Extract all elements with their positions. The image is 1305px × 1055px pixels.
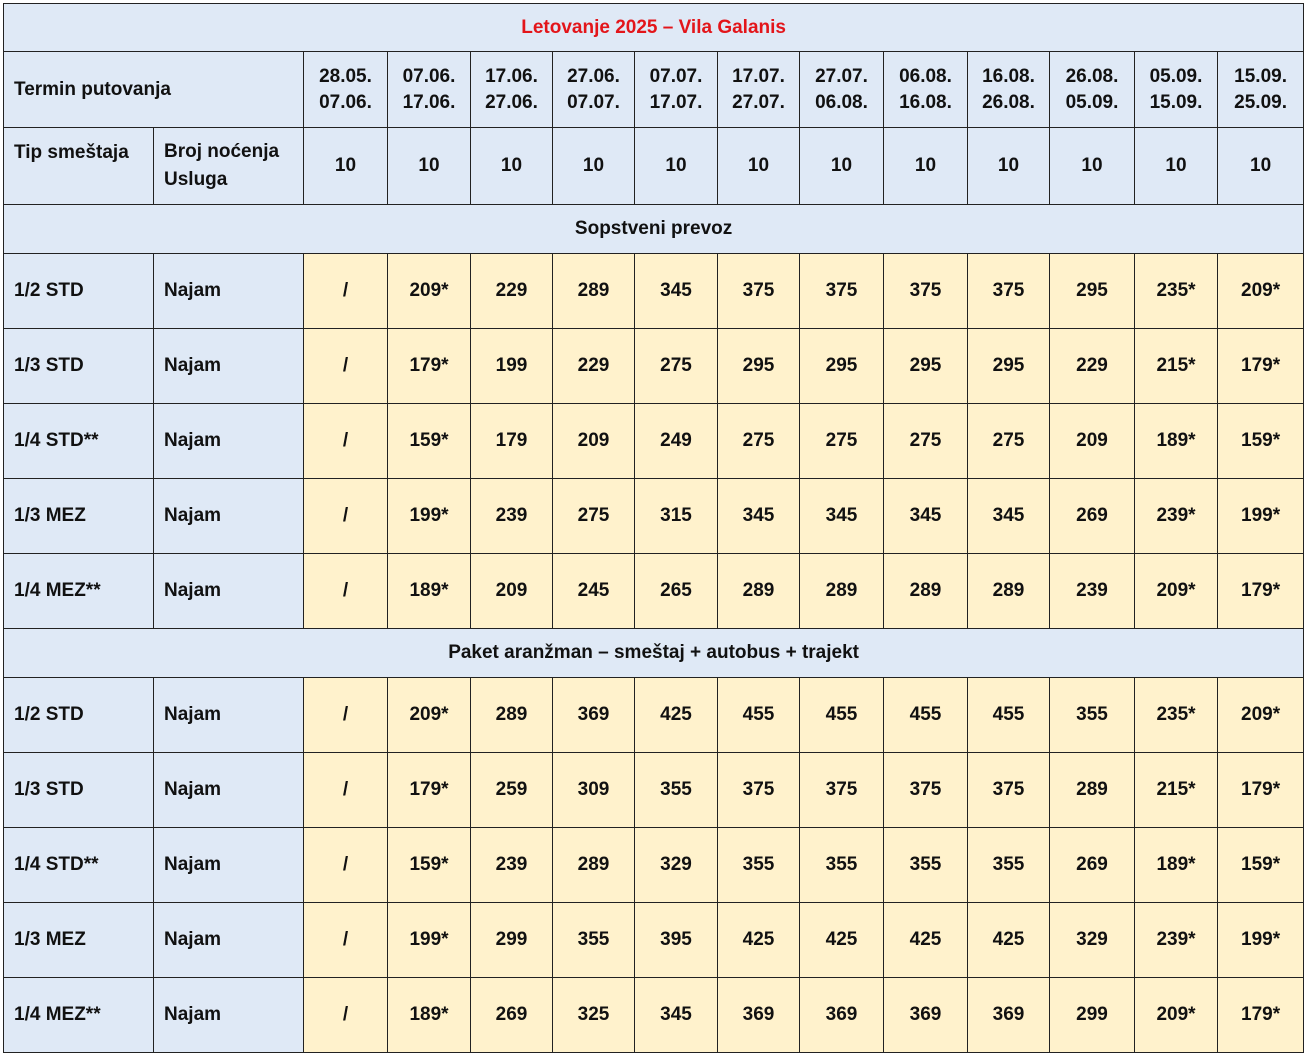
table-row <box>4 479 1304 554</box>
price-cell: 355 <box>635 753 718 828</box>
price-cell: 239 <box>471 479 553 554</box>
price-cell: 329 <box>1050 903 1135 978</box>
price-cell: 355 <box>884 828 968 903</box>
service: Najam <box>154 678 304 753</box>
section-title: Sopstveni prevoz <box>4 205 1304 254</box>
price-cell: 309 <box>553 753 635 828</box>
period-to: 16.08. <box>899 91 952 113</box>
type-label: Tip smeštaja <box>4 128 154 205</box>
nights-cell: 10 <box>471 128 553 205</box>
nights-cell: 10 <box>968 128 1050 205</box>
price-cell: 345 <box>635 978 718 1053</box>
service: Najam <box>154 828 304 903</box>
nights-cell: 10 <box>1050 128 1135 205</box>
price-cell: 345 <box>884 479 968 554</box>
room-type: 1/3 STD <box>4 753 154 828</box>
period-to: 06.08. <box>815 91 868 113</box>
price-cell: 209* <box>1135 978 1218 1053</box>
period-from: 27.06. <box>567 65 620 87</box>
nights-cell: 10 <box>800 128 884 205</box>
price-cell: 425 <box>884 903 968 978</box>
price-cell: / <box>304 329 388 404</box>
price-cell: 369 <box>800 978 884 1053</box>
price-cell: 395 <box>635 903 718 978</box>
room-type: 1/3 MEZ <box>4 903 154 978</box>
period-from: 26.08. <box>1065 65 1119 87</box>
price-cell: 299 <box>471 903 553 978</box>
price-cell: 289 <box>884 554 968 629</box>
section-row <box>4 629 1304 678</box>
table-row <box>4 329 1304 404</box>
price-cell: / <box>304 479 388 554</box>
table-row <box>4 404 1304 479</box>
price-cell: 159* <box>388 404 471 479</box>
price-cell: 425 <box>635 678 718 753</box>
term-label: Termin putovanja <box>4 52 304 128</box>
period-from: 07.07. <box>649 65 703 87</box>
period-from: 28.05. <box>319 65 372 87</box>
price-cell: 289 <box>800 554 884 629</box>
period-to: 26.08. <box>982 91 1035 113</box>
service: Najam <box>154 254 304 329</box>
price-cell: / <box>304 753 388 828</box>
price-cell: 355 <box>1050 678 1135 753</box>
price-cell: 275 <box>553 479 635 554</box>
price-cell: 259 <box>471 753 553 828</box>
price-cell: 299 <box>1050 978 1135 1053</box>
price-cell: 289 <box>718 554 800 629</box>
service: Najam <box>154 479 304 554</box>
price-cell: 239* <box>1135 479 1218 554</box>
price-cell: 375 <box>968 753 1050 828</box>
price-cell: 199* <box>1218 479 1304 554</box>
price-cell: 375 <box>884 753 968 828</box>
price-cell: / <box>304 978 388 1053</box>
price-cell: 345 <box>800 479 884 554</box>
price-cell: 199 <box>471 329 553 404</box>
price-cell: 269 <box>471 978 553 1053</box>
section-title: Paket aranžman – smeštaj + autobus + trajekt <box>4 629 1304 678</box>
period-cell <box>884 52 968 128</box>
price-cell: 159* <box>388 828 471 903</box>
table-row <box>4 828 1304 903</box>
price-cell: / <box>304 678 388 753</box>
price-cell: 275 <box>884 404 968 479</box>
price-cell: 455 <box>884 678 968 753</box>
price-cell: 229 <box>471 254 553 329</box>
price-cell: 375 <box>718 254 800 329</box>
nights-service-label <box>154 128 304 205</box>
price-cell: 325 <box>553 978 635 1053</box>
period-cell <box>471 52 553 128</box>
price-cell: 275 <box>968 404 1050 479</box>
price-cell: 269 <box>1050 828 1135 903</box>
price-cell: 455 <box>968 678 1050 753</box>
price-cell: 179* <box>388 329 471 404</box>
period-row <box>4 52 1304 128</box>
price-cell: 179* <box>388 753 471 828</box>
nights-cell: 10 <box>388 128 471 205</box>
price-cell: 215* <box>1135 753 1218 828</box>
price-cell: 369 <box>553 678 635 753</box>
service: Najam <box>154 903 304 978</box>
nights-label: Broj noćenja <box>164 141 280 162</box>
period-to: 15.09. <box>1149 91 1203 113</box>
price-cell: 199* <box>388 903 471 978</box>
price-cell: 289 <box>553 254 635 329</box>
room-type: 1/4 MEZ** <box>4 978 154 1053</box>
price-cell: 179* <box>1218 554 1304 629</box>
nights-cell: 10 <box>553 128 635 205</box>
period-from: 05.09. <box>1149 65 1203 87</box>
table-row <box>4 753 1304 828</box>
price-cell: 329 <box>635 828 718 903</box>
period-from: 16.08. <box>982 65 1035 87</box>
price-cell: 375 <box>800 254 884 329</box>
price-cell: 215* <box>1135 329 1218 404</box>
period-to: 05.09. <box>1065 91 1119 113</box>
room-type: 1/4 STD** <box>4 828 154 903</box>
period-cell <box>553 52 635 128</box>
period-cell <box>1218 52 1304 128</box>
price-cell: 289 <box>968 554 1050 629</box>
period-from: 06.08. <box>899 65 952 87</box>
price-cell: 209* <box>388 254 471 329</box>
table-title: Letovanje 2025 – Vila Galanis <box>4 4 1304 52</box>
price-cell: 199* <box>1218 903 1304 978</box>
price-cell: 239 <box>471 828 553 903</box>
room-type: 1/3 STD <box>4 329 154 404</box>
price-cell: 425 <box>968 903 1050 978</box>
price-cell: 425 <box>718 903 800 978</box>
price-cell: 295 <box>1050 254 1135 329</box>
price-cell: 455 <box>718 678 800 753</box>
title-row <box>4 4 1304 52</box>
price-cell: 375 <box>718 753 800 828</box>
price-cell: 209 <box>471 554 553 629</box>
period-cell <box>635 52 718 128</box>
price-cell: 275 <box>718 404 800 479</box>
room-type: 1/3 MEZ <box>4 479 154 554</box>
period-cell <box>388 52 471 128</box>
period-from: 17.07. <box>732 65 785 87</box>
price-cell: 369 <box>968 978 1050 1053</box>
period-to: 27.07. <box>732 91 785 113</box>
price-cell: 189* <box>1135 828 1218 903</box>
nights-cell: 10 <box>635 128 718 205</box>
price-cell: 355 <box>553 903 635 978</box>
price-cell: 295 <box>800 329 884 404</box>
nights-cell: 10 <box>304 128 388 205</box>
service: Najam <box>154 554 304 629</box>
price-cell: 209 <box>1050 404 1135 479</box>
table-row <box>4 678 1304 753</box>
section-row <box>4 205 1304 254</box>
table-row <box>4 554 1304 629</box>
period-to: 27.06. <box>485 91 538 113</box>
nights-cell: 10 <box>718 128 800 205</box>
nights-row <box>4 128 1304 205</box>
period-from: 07.06. <box>402 65 456 87</box>
price-cell: 375 <box>968 254 1050 329</box>
price-cell: 275 <box>635 329 718 404</box>
price-cell: 199* <box>388 479 471 554</box>
price-cell: 295 <box>718 329 800 404</box>
price-cell: 355 <box>800 828 884 903</box>
price-cell: 189* <box>388 978 471 1053</box>
period-from: 27.07. <box>815 65 868 87</box>
period-cell <box>1135 52 1218 128</box>
price-cell: / <box>304 554 388 629</box>
price-cell: 315 <box>635 479 718 554</box>
period-cell <box>718 52 800 128</box>
price-cell: 209* <box>1218 254 1304 329</box>
price-cell: 159* <box>1218 828 1304 903</box>
period-to: 17.06. <box>402 91 456 113</box>
price-cell: 345 <box>635 254 718 329</box>
period-from: 17.06. <box>485 65 538 87</box>
service: Najam <box>154 404 304 479</box>
price-cell: 235* <box>1135 678 1218 753</box>
price-cell: 265 <box>635 554 718 629</box>
price-cell: 269 <box>1050 479 1135 554</box>
price-cell: 375 <box>800 753 884 828</box>
nights-cell: 10 <box>1135 128 1218 205</box>
service: Najam <box>154 978 304 1053</box>
period-cell <box>304 52 388 128</box>
price-cell: 179* <box>1218 329 1304 404</box>
service-label: Usluga <box>164 169 228 190</box>
price-cell: 455 <box>800 678 884 753</box>
price-cell: 179* <box>1218 753 1304 828</box>
price-cell: 239* <box>1135 903 1218 978</box>
room-type: 1/4 STD** <box>4 404 154 479</box>
price-cell: 209* <box>1135 554 1218 629</box>
service: Najam <box>154 753 304 828</box>
period-to: 25.09. <box>1234 91 1287 113</box>
price-cell: 345 <box>718 479 800 554</box>
room-type: 1/2 STD <box>4 678 154 753</box>
price-cell: 249 <box>635 404 718 479</box>
price-cell: 369 <box>718 978 800 1053</box>
price-cell: 375 <box>884 254 968 329</box>
price-cell: 189* <box>1135 404 1218 479</box>
price-cell: 209 <box>553 404 635 479</box>
price-cell: 369 <box>884 978 968 1053</box>
nights-cell: 10 <box>1218 128 1304 205</box>
service: Najam <box>154 329 304 404</box>
price-cell: / <box>304 828 388 903</box>
price-cell: 245 <box>553 554 635 629</box>
price-cell: 295 <box>968 329 1050 404</box>
price-cell: 229 <box>1050 329 1135 404</box>
price-cell: 229 <box>553 329 635 404</box>
table-row <box>4 903 1304 978</box>
price-cell: 425 <box>800 903 884 978</box>
period-to: 07.06. <box>319 91 372 113</box>
price-cell: 289 <box>471 678 553 753</box>
price-cell: 295 <box>884 329 968 404</box>
room-type: 1/2 STD <box>4 254 154 329</box>
table-row <box>4 978 1304 1053</box>
period-cell <box>968 52 1050 128</box>
price-cell: / <box>304 903 388 978</box>
room-type: 1/4 MEZ** <box>4 554 154 629</box>
price-table <box>3 3 1304 1053</box>
period-cell <box>800 52 884 128</box>
price-cell: 209* <box>1218 678 1304 753</box>
period-cell <box>1050 52 1135 128</box>
table-row <box>4 254 1304 329</box>
price-cell: / <box>304 404 388 479</box>
period-to: 07.07. <box>567 91 620 113</box>
period-to: 17.07. <box>649 91 703 113</box>
price-cell: 289 <box>1050 753 1135 828</box>
price-cell: 289 <box>553 828 635 903</box>
price-cell: 209* <box>388 678 471 753</box>
price-cell: 179* <box>1218 978 1304 1053</box>
nights-cell: 10 <box>884 128 968 205</box>
price-cell: / <box>304 254 388 329</box>
price-cell: 179 <box>471 404 553 479</box>
period-from: 15.09. <box>1234 65 1287 87</box>
price-cell: 355 <box>968 828 1050 903</box>
price-cell: 159* <box>1218 404 1304 479</box>
price-cell: 235* <box>1135 254 1218 329</box>
price-cell: 239 <box>1050 554 1135 629</box>
price-cell: 345 <box>968 479 1050 554</box>
price-cell: 189* <box>388 554 471 629</box>
price-cell: 355 <box>718 828 800 903</box>
price-cell: 275 <box>800 404 884 479</box>
